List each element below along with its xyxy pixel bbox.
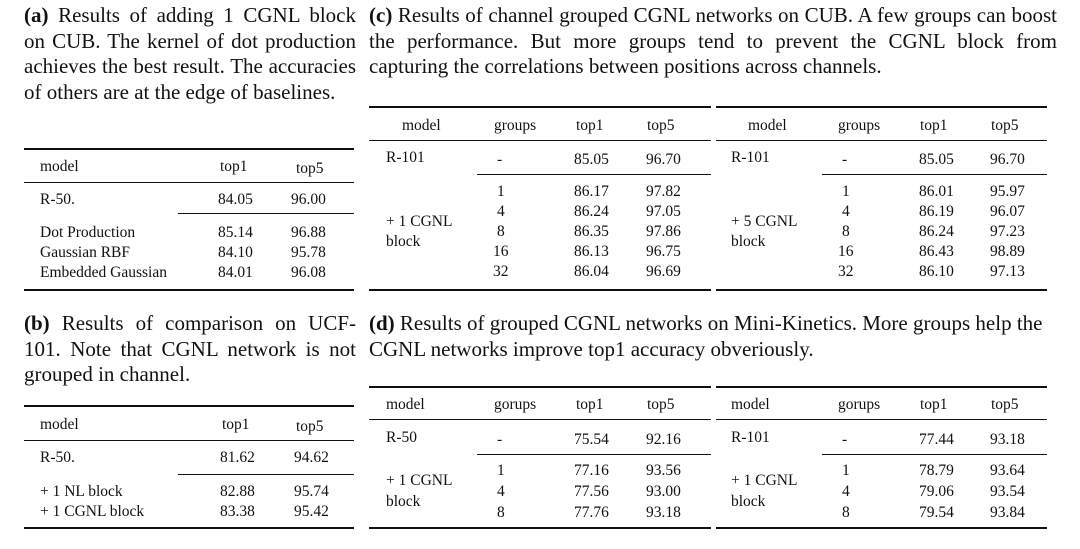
table-c-right-groups-cell: 16: [838, 243, 854, 260]
table-c-right-baseline-groups: -: [842, 151, 848, 168]
table-c-right-model-line1: + 5 CGNL: [731, 213, 798, 230]
table-c-left-groups-cell: 16: [493, 243, 509, 260]
table-c-right-groups-cell: 32: [838, 263, 854, 280]
table-a-header-top1: top1: [220, 158, 248, 175]
table-d-right-model-line1: + 1 CGNL: [731, 472, 798, 489]
table-a-row-top5: 96.08: [291, 264, 326, 281]
table-c-right-groups-cell: 1: [842, 183, 850, 200]
table-c-left-top-rule: [369, 106, 711, 108]
table-a-top-rule: [24, 148, 354, 150]
table-c-left-top1-cell: 86.17: [574, 183, 609, 200]
table-d-right-baseline-top5: 93.18: [990, 431, 1025, 448]
table-c-right-header-rule: [716, 140, 1047, 141]
table-d-left-header-rule: [369, 419, 711, 420]
caption-c-text: Results of channel grouped CGNL networks on CUB. A few groups can boost the performance. But more groups tend to prevent the CGNL block from capturing the correlations between positions across channels.: [369, 3, 1057, 78]
table-c-right-top1-cell: 86.24: [919, 223, 954, 240]
table-d-left-top1-cell: 77.16: [574, 462, 609, 479]
table-d-left-top1-cell: 77.76: [574, 504, 609, 521]
table-c-left-baseline-model: R-101: [386, 149, 425, 166]
table-d-right-header-model: model: [731, 396, 770, 413]
caption-d-label: (d): [369, 311, 395, 335]
table-c-right-groups-cell: 8: [842, 223, 850, 240]
table-c-left-header-groups: groups: [494, 117, 537, 134]
table-a-row-model: Gaussian RBF: [40, 244, 130, 261]
table-d-left-baseline-top5: 92.16: [646, 431, 681, 448]
table-b-row-top5: 95.74: [294, 483, 329, 500]
table-a-baseline-top5: 96.00: [291, 191, 326, 208]
table-d-right-baseline-top1: 77.44: [919, 431, 954, 448]
table-b-header-model: model: [40, 416, 79, 433]
table-c-left-groups-cell: 32: [493, 263, 509, 280]
table-d-left-groups-cell: 8: [497, 504, 505, 521]
table-d-right-model-line2: block: [731, 493, 766, 510]
caption-b-label: (b): [24, 311, 50, 335]
table-c-left-top5-cell: 97.05: [646, 203, 681, 220]
table-b-row-top1: 82.88: [220, 483, 255, 500]
table-d-right-baseline-model: R-101: [731, 429, 770, 446]
table-b-header-rule: [24, 440, 354, 441]
table-c-right-top-rule: [716, 106, 1047, 108]
table-c-right-header-groups: groups: [838, 117, 881, 134]
table-c-left-top5-cell: 96.69: [646, 263, 681, 280]
table-d-right-header-top5: top5: [991, 396, 1019, 413]
table-c-left-groups-cell: 4: [497, 203, 505, 220]
table-c-right-model-line2: block: [731, 233, 766, 250]
table-c-right-top5-cell: 96.07: [990, 203, 1025, 220]
table-b-row-top5: 95.42: [294, 503, 329, 520]
table-a-row-top1: 85.14: [218, 224, 253, 241]
table-d-left-top1-cell: 77.56: [574, 483, 609, 500]
table-c-right-header-model: model: [748, 117, 787, 134]
table-c-right-top5-cell: 98.89: [990, 243, 1025, 260]
table-d-right-groups-cell: 8: [842, 504, 850, 521]
table-b-baseline-top1: 81.62: [220, 449, 255, 466]
table-b-bottom-rule: [24, 527, 354, 529]
table-c-left-top5-cell: 97.82: [646, 183, 681, 200]
table-d-left-groups-cell: 4: [497, 483, 505, 500]
table-c-right-header-top1: top1: [920, 117, 948, 134]
table-d-right-groups-cell: 4: [842, 483, 850, 500]
table-d-right-header-top1: top1: [920, 396, 948, 413]
table-d-right-header-rule: [716, 419, 1047, 420]
table-c-right-top1-cell: 86.01: [919, 183, 954, 200]
caption-b: [24, 311, 356, 388]
table-c-right-baseline-top5: 96.70: [990, 151, 1025, 168]
caption-a: [24, 3, 356, 105]
table-c-left-top5-cell: 96.75: [646, 243, 681, 260]
table-d-left-baseline-top1: 75.54: [574, 431, 609, 448]
table-c-right-top1-cell: 86.19: [919, 203, 954, 220]
table-b-row-model: + 1 NL block: [40, 483, 123, 500]
table-c-left-model-line1: + 1 CGNL: [386, 213, 453, 230]
table-b-row-top1: 83.38: [220, 503, 255, 520]
table-c-right-bottom-rule: [716, 289, 1047, 291]
table-d-left-top-rule: [369, 386, 711, 388]
table-d-right-partial-rule: [822, 454, 1047, 455]
table-d-right-top1-cell: 79.06: [919, 483, 954, 500]
table-a-baseline-top1: 84.05: [218, 191, 253, 208]
table-d-left-top5-cell: 93.18: [646, 504, 681, 521]
table-a-partial-rule: [178, 213, 354, 214]
table-d-left-baseline-model: R-50: [386, 429, 417, 446]
caption-a-label: (a): [24, 3, 49, 27]
table-d-left-header-top5: top5: [647, 396, 675, 413]
caption-c-label: (c): [369, 3, 393, 27]
table-b-top-rule: [24, 405, 354, 407]
table-a-row-top5: 96.88: [291, 224, 326, 241]
table-a-row-top5: 95.78: [291, 244, 326, 261]
table-d-right-groups-cell: 1: [842, 462, 850, 479]
table-d-left-top5-cell: 93.00: [646, 483, 681, 500]
caption-c: [369, 3, 1057, 80]
table-c-left-model-line2: block: [386, 233, 421, 250]
table-a-header-rule: [24, 182, 354, 183]
table-c-left-header-rule: [369, 140, 711, 141]
table-c-right-groups-cell: 4: [842, 203, 850, 220]
table-c-left-top5-cell: 97.86: [646, 223, 681, 240]
table-c-left-header-top1: top1: [576, 117, 604, 134]
table-d-left-groups-cell: 1: [497, 462, 505, 479]
table-d-right-bottom-rule: [716, 527, 1047, 529]
table-d-right-top1-cell: 78.79: [919, 462, 954, 479]
table-d-left-partial-rule: [477, 454, 711, 455]
table-c-left-header-top5: top5: [647, 117, 675, 134]
table-b-row-model: + 1 CGNL block: [40, 503, 145, 520]
table-c-right-top5-cell: 95.97: [990, 183, 1025, 200]
table-d-right-header-groups: gorups: [838, 396, 881, 413]
table-c-right-baseline-top1: 85.05: [919, 151, 954, 168]
table-a-baseline-model: R-50.: [40, 191, 75, 208]
table-c-left-top1-cell: 86.13: [574, 243, 609, 260]
caption-d: [369, 311, 1057, 362]
table-d-left-header-model: model: [386, 396, 425, 413]
table-d-right-top1-cell: 79.54: [919, 504, 954, 521]
table-d-left-baseline-groups: -: [497, 431, 503, 448]
table-d-left-top5-cell: 93.56: [646, 462, 681, 479]
table-b-baseline-model: R-50.: [40, 449, 75, 466]
table-d-left-header-top1: top1: [576, 396, 604, 413]
caption-a-text: Results of adding 1 CGNL block on CUB. The kernel of dot production achieves the best result. The accuracies of others are at the edge of baselines.: [24, 3, 356, 104]
table-d-right-top5-cell: 93.64: [990, 462, 1025, 479]
table-c-left-top1-cell: 86.35: [574, 223, 609, 240]
table-c-left-bottom-rule: [369, 289, 711, 291]
table-d-left-header-groups: gorups: [494, 396, 537, 413]
table-a-row-top1: 84.10: [218, 244, 253, 261]
table-a-row-model: Dot Production: [40, 224, 136, 241]
table-c-left-groups-cell: 8: [497, 223, 505, 240]
table-c-right-top5-cell: 97.23: [990, 223, 1025, 240]
table-b-header-top1: top1: [222, 416, 250, 433]
table-c-left-baseline-groups: -: [497, 151, 503, 168]
table-b-header-top5: top5: [296, 418, 324, 435]
table-c-right-top1-cell: 86.10: [919, 263, 954, 280]
table-c-left-top1-cell: 86.24: [574, 203, 609, 220]
table-c-left-baseline-top1: 85.05: [574, 151, 609, 168]
table-c-left-top1-cell: 86.04: [574, 263, 609, 280]
table-c-left-baseline-top5: 96.70: [646, 151, 681, 168]
table-c-right-header-top5: top5: [991, 117, 1019, 134]
table-d-right-baseline-groups: -: [842, 431, 848, 448]
table-c-right-partial-rule: [822, 174, 1047, 175]
table-d-left-model-line2: block: [386, 493, 421, 510]
table-a-header-model: model: [40, 158, 79, 175]
table-b-partial-rule: [178, 474, 354, 475]
table-a-row-model: Embedded Gaussian: [40, 264, 167, 281]
table-a-row-top1: 84.01: [218, 264, 253, 281]
table-d-left-bottom-rule: [369, 527, 711, 529]
caption-b-text: Results of comparison on UCF-101. Note that CGNL network is not grouped in channel.: [24, 311, 357, 386]
table-d-right-top5-cell: 93.54: [990, 483, 1025, 500]
table-d-right-top5-cell: 93.84: [990, 504, 1025, 521]
table-a-header-top5: top5: [296, 160, 324, 177]
table-b-baseline-top5: 94.62: [294, 449, 329, 466]
table-a-bottom-rule: [24, 289, 354, 291]
table-d-right-top-rule: [716, 386, 1047, 388]
table-c-right-top1-cell: 86.43: [919, 243, 954, 260]
table-d-left-model-line1: + 1 CGNL: [386, 472, 453, 489]
table-c-left-groups-cell: 1: [497, 183, 505, 200]
table-c-left-partial-rule: [477, 174, 711, 175]
caption-d-text: Results of grouped CGNL networks on Mini-Kinetics. More groups help the CGNL networks improve top1 accuracy obveriously.: [369, 311, 1043, 361]
table-c-left-header-model: model: [402, 117, 441, 134]
table-c-right-baseline-model: R-101: [731, 149, 770, 166]
table-c-right-top5-cell: 97.13: [990, 263, 1025, 280]
